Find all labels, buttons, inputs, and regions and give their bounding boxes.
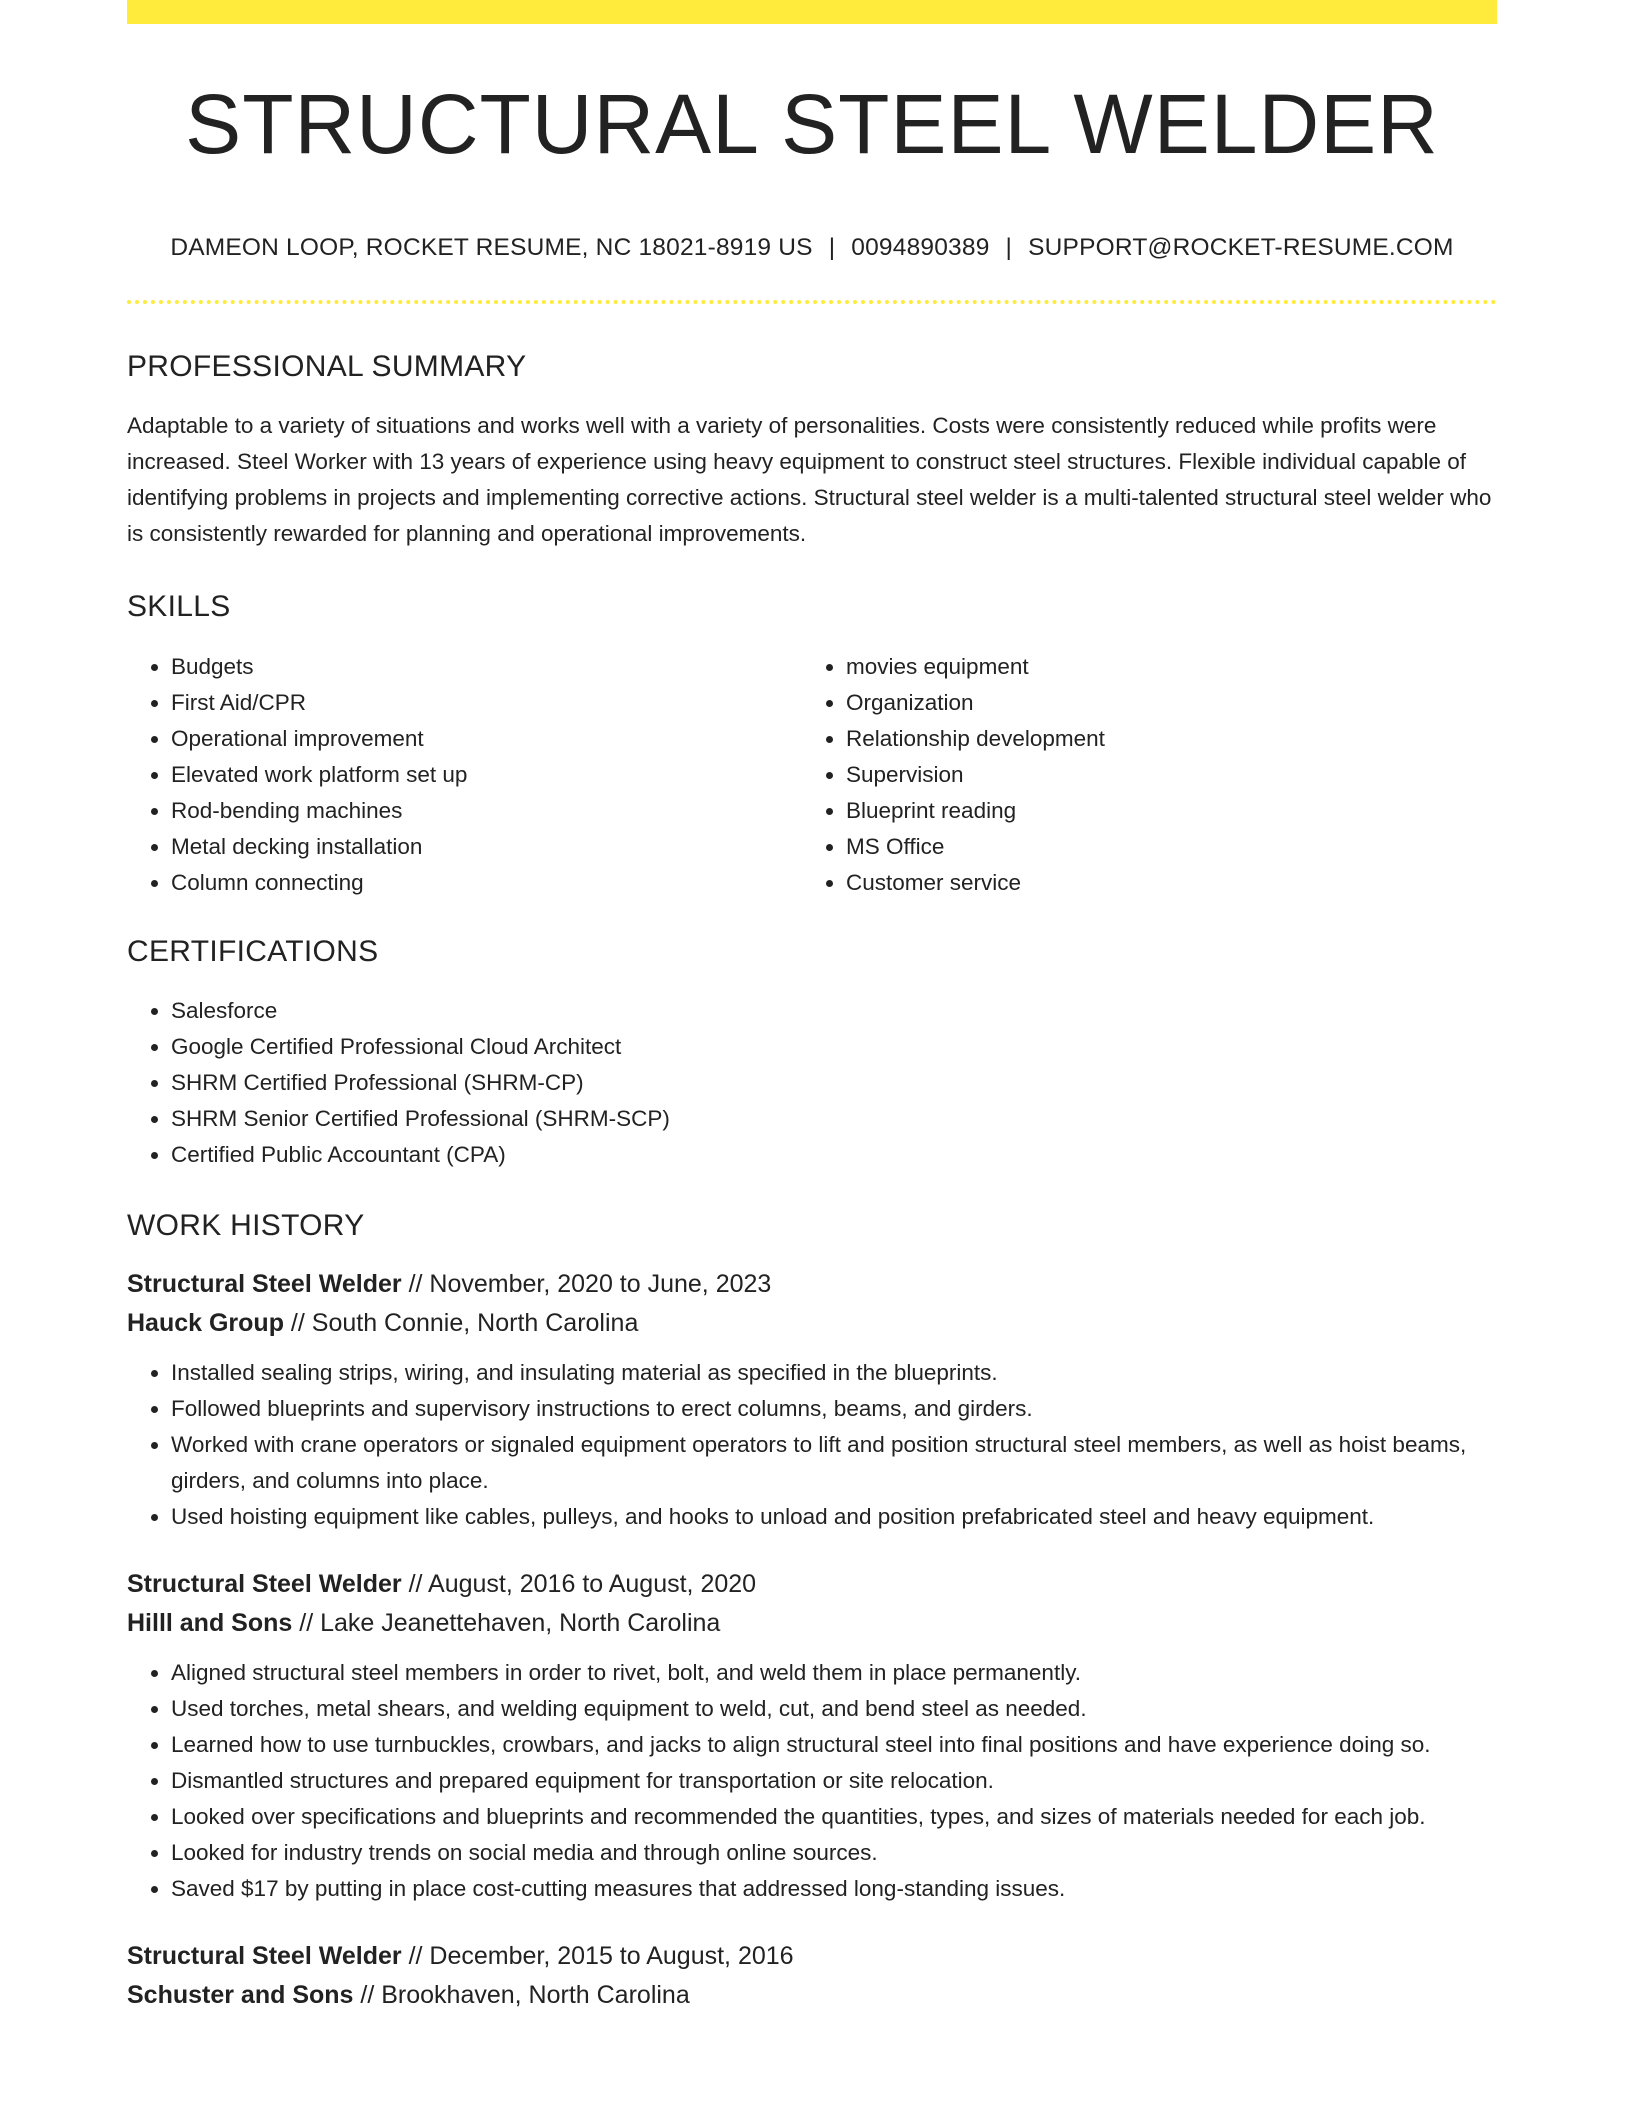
job-company: Schuster and Sons — [127, 1981, 354, 2009]
job-dates: // August, 2016 to August, 2020 — [401, 1570, 757, 1598]
summary-heading: PROFESSIONAL SUMMARY — [127, 350, 527, 383]
skills-section — [127, 592, 1497, 901]
contact-phone: 0094890389 — [851, 234, 990, 261]
contact-separator: | — [828, 234, 836, 261]
skills-column-left — [127, 649, 802, 901]
summary-section — [127, 352, 1497, 552]
job-location: // Brookhaven, North Carolina — [353, 1981, 690, 2009]
resume-page — [127, 0, 1497, 2015]
skill-item: • Organization — [846, 685, 1477, 721]
job-bullet: • Used torches, metal shears, and welding equipment to weld, cut, and bend steel as needed. — [171, 1691, 1497, 1727]
job-bullet: • Dismantled structures and prepared equipment for transportation or site relocation. — [171, 1763, 1497, 1799]
skills-column-right — [802, 649, 1477, 901]
job-title-line — [127, 1565, 1497, 1604]
certifications-list — [127, 993, 1497, 1173]
job-bullets — [127, 1355, 1497, 1535]
job-bullet: • Used hoisting equipment like cables, pulleys, and hooks to unload and position prefabricated steel and heavy equipment. — [171, 1499, 1497, 1535]
job-entry — [127, 1265, 1497, 1535]
contact-separator: | — [1005, 234, 1013, 261]
work-history-heading: WORK HISTORY — [127, 1209, 365, 1242]
job-bullet: • Looked over specifications and blueprints and recommended the quantities, types, and sizes of materials needed for each job. — [171, 1799, 1497, 1835]
job-title-line — [127, 1937, 1497, 1976]
skill-item: • Blueprint reading — [846, 793, 1477, 829]
skill-item: • Relationship development — [846, 721, 1477, 757]
certification-item: • Certified Public Accountant (CPA) — [171, 1137, 1497, 1173]
job-dates: // November, 2020 to June, 2023 — [401, 1270, 772, 1298]
job-location: // South Connie, North Carolina — [283, 1309, 639, 1337]
job-company-line — [127, 1976, 1497, 2015]
skill-item: • Rod-bending machines — [171, 793, 802, 829]
skill-item: • movies equipment — [846, 649, 1477, 685]
resume-name: STRUCTURAL STEEL WELDER — [185, 77, 1439, 171]
top-accent-bar — [127, 0, 1497, 24]
summary-text: Adaptable to a variety of situations and works well with a variety of personalities. Costs were consistently reduced while profits were increased. Steel Worker with 13 years of experience using heavy equipment to construct steel structures. Flexible individual capable of identifying problems in projects and implementing corrective actions. Structural steel welder is a multi-talented structural steel welder who is consistently rewarded for planning and operational improvements. — [127, 413, 1492, 546]
job-role: Structural Steel Welder — [127, 1942, 402, 1970]
skill-item: • Customer service — [846, 865, 1477, 901]
job-bullet: • Installed sealing strips, wiring, and insulating material as specified in the blueprints. — [171, 1355, 1497, 1391]
skill-item: • Supervision — [846, 757, 1477, 793]
job-company: Hilll and Sons — [127, 1609, 293, 1637]
certifications-heading: CERTIFICATIONS — [127, 935, 379, 968]
job-bullet: • Learned how to use turnbuckles, crowbars, and jacks to align structural steel into final positions and have experience doing so. — [171, 1727, 1497, 1763]
skill-item: • Budgets — [171, 649, 802, 685]
skill-item: • Metal decking installation — [171, 829, 802, 865]
certification-item: • Google Certified Professional Cloud Architect — [171, 1029, 1497, 1065]
job-bullets — [127, 1655, 1497, 1907]
job-bullet: • Worked with crane operators or signaled equipment operators to lift and position structural steel members, as well as hoist beams, girders, and columns into place. — [171, 1427, 1497, 1499]
job-entry — [127, 1565, 1497, 1907]
job-role: Structural Steel Welder — [127, 1570, 402, 1598]
skills-heading: SKILLS — [127, 590, 231, 623]
job-role: Structural Steel Welder — [127, 1270, 402, 1298]
skill-item: • MS Office — [846, 829, 1477, 865]
certification-item: • Salesforce — [171, 993, 1497, 1029]
job-entry — [127, 1937, 1497, 2015]
job-company: Hauck Group — [127, 1309, 284, 1337]
job-bullet: • Followed blueprints and supervisory instructions to erect columns, beams, and girders. — [171, 1391, 1497, 1427]
job-dates: // December, 2015 to August, 2016 — [401, 1942, 794, 1970]
certification-item: • SHRM Senior Certified Professional (SHRM-SCP) — [171, 1101, 1497, 1137]
contact-email[interactable]: SUPPORT@ROCKET-RESUME.COM — [1028, 234, 1454, 261]
job-bullet: • Looked for industry trends on social media and through online sources. — [171, 1835, 1497, 1871]
job-location: // Lake Jeanettehaven, North Carolina — [292, 1609, 721, 1637]
contact-address: DAMEON LOOP, ROCKET RESUME, NC 18021-8919 US — [170, 234, 813, 261]
skills-list-left — [127, 649, 802, 901]
skills-grid — [127, 649, 1497, 901]
skill-item: • First Aid/CPR — [171, 685, 802, 721]
skill-item: • Column connecting — [171, 865, 802, 901]
job-bullet: • Saved $17 by putting in place cost-cutting measures that addressed long-standing issues. — [171, 1871, 1497, 1907]
job-company-line — [127, 1604, 1497, 1643]
skills-list-right — [802, 649, 1477, 901]
skill-item: • Elevated work platform set up — [171, 757, 802, 793]
contact-line — [127, 234, 1497, 262]
skill-item: • Operational improvement — [171, 721, 802, 757]
dotted-divider — [127, 300, 1497, 304]
job-title-line — [127, 1265, 1497, 1304]
certification-item: • SHRM Certified Professional (SHRM-CP) — [171, 1065, 1497, 1101]
work-history-section — [127, 1211, 1497, 2015]
job-company-line — [127, 1304, 1497, 1343]
certifications-section — [127, 937, 1497, 1173]
job-bullet: • Aligned structural steel members in order to rivet, bolt, and weld them in place permanently. — [171, 1655, 1497, 1691]
